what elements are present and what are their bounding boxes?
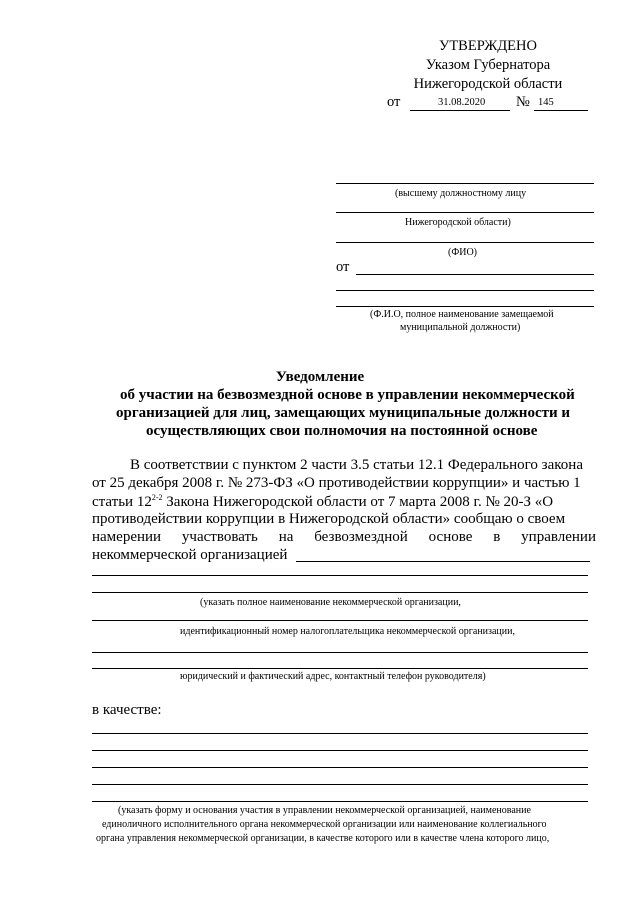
number-sign: № <box>516 94 530 110</box>
addressee-line-5 <box>336 290 594 291</box>
body-line-5: намерении участвовать на безвозмездной основе в управлении <box>92 529 596 545</box>
body-line-3: статьи 12$^{2-2}$ Закона Нижегородской области от 7 марта 2008 г. № 20-З «О <box>92 493 554 510</box>
number-underline <box>534 110 588 111</box>
role-hint-1: (указать форму и основания участия в управлении некоммерческой организацией, наименование <box>118 805 531 816</box>
role-line-3 <box>92 767 588 768</box>
addressee-hint-4b: муниципальной должности) <box>400 322 521 333</box>
decree-date-row <box>387 94 400 111</box>
body-line-4: противодействии коррупции в Нижегородской области» сообщаю о своем <box>92 511 566 527</box>
addr-line-1 <box>92 652 588 653</box>
role-line-2 <box>92 750 588 751</box>
heading-line-4: осуществляющих свои полномочия на постоянной основе <box>146 423 538 439</box>
body-line-6: некоммерческой организацией <box>92 547 288 563</box>
region-label: Нижегородской области <box>413 76 563 92</box>
addr-hint: юридический и фактический адрес, контактный телефон руководителя) <box>180 671 486 682</box>
role-hint-3: органа управления некоммерческой организации, в качестве которого или в качестве члена которого лицо, <box>96 833 550 844</box>
approved-label: УТВЕРЖДЕНО <box>439 38 537 54</box>
body-line-2: от 25 декабря 2008 г. № 273-ФЗ «О противодействии коррупции» и частью 1 <box>92 475 581 491</box>
document-title: Уведомление <box>275 369 365 385</box>
inn-line <box>92 620 588 621</box>
heading-line-3: организацией для лиц, замещающих муниципальные должности и <box>116 405 571 421</box>
addressee-hint-2: Нижегородской области) <box>405 217 511 228</box>
addressee-hint-4a: (Ф.И.О, полное наименование замещаемой <box>370 309 554 320</box>
addressee-hint-1: (высшему должностному лицу <box>395 188 527 199</box>
from-label: от <box>336 259 350 275</box>
decree-label: Указом Губернатора <box>425 57 551 73</box>
role-line-4 <box>92 784 588 785</box>
addressee-hint-3: (ФИО) <box>448 247 478 258</box>
role-line-1 <box>92 733 588 734</box>
date-underline <box>410 110 510 111</box>
org-hint: (указать полное наименование некоммерческой организации, <box>200 597 461 608</box>
role-line-5 <box>92 801 588 802</box>
addressee-line-1 <box>336 183 594 184</box>
as-label: в качестве: <box>92 702 162 718</box>
decree-number: 145 <box>538 97 554 108</box>
date-prefix: от <box>387 94 401 110</box>
addr-line-2 <box>92 668 588 669</box>
role-hint-2: единоличного исполнительного органа некоммерческой организации или наименование коллегиального <box>102 819 547 830</box>
decree-date: 31.08.2020 <box>438 97 486 108</box>
org-line-2 <box>92 592 588 593</box>
inn-hint: идентификационный номер налогоплательщика некоммерческой организации, <box>180 626 515 637</box>
addressee-line-6 <box>336 306 594 307</box>
heading-line-2: об участии на безвозмездной основе в управлении некоммерческой <box>120 387 575 403</box>
addressee-line-2 <box>336 212 594 213</box>
from-line <box>356 274 594 275</box>
org-line-1 <box>92 575 588 576</box>
body-line-6-underline <box>296 561 590 562</box>
addressee-line-3 <box>336 242 594 243</box>
body-line-1: В соответствии с пунктом 2 части 3.5 статьи 12.1 Федерального закона <box>130 457 583 473</box>
